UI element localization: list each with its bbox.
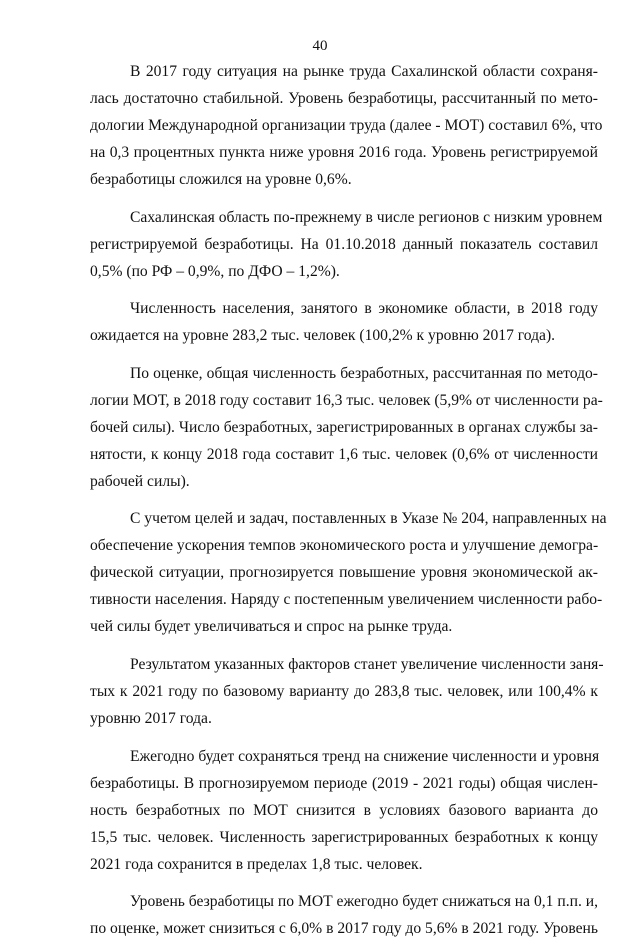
text-line: По оценке, общая численность безработных, рассчитанная по методо-	[130, 364, 598, 382]
text-line: тых к 2021 году по базовому варианту до 283,8 тыс. человек, или 100,4% к	[90, 682, 598, 700]
text-line: нятости, к концу 2018 года составит 1,6 тыс. человек (0,6% от численности	[90, 445, 598, 463]
text-line: безработицы сложился на уровне 0,6%.	[90, 171, 352, 188]
text-line: логии МОТ, в 2018 году составит 16,3 тыс. человек (5,9% от численности ра-	[90, 391, 603, 409]
paragraph	[90, 743, 598, 878]
text-line: Результатом указанных факторов станет увеличение численности заня-	[130, 655, 604, 673]
text-line: В 2017 году ситуация на рынке труда Сахалинской области сохраня-	[130, 63, 598, 80]
text-line: ность безработных по МОТ снизится в условиях базового варианта до	[90, 801, 598, 819]
paragraph	[90, 505, 607, 640]
text-line: уровню 2017 года.	[90, 709, 212, 727]
text-line: ожидается на уровне 283,2 тыс. человек (100,2% к уровню 2017 года).	[90, 327, 556, 345]
text-line: 0,5% (по РФ – 0,9%, по ДФО – 1,2%).	[90, 262, 340, 280]
paragraph	[90, 651, 604, 732]
text-line: бочей силы). Число безработных, зарегистрированных в органах службы за-	[90, 418, 598, 436]
text-line: на 0,3 процентных пункта ниже уровня 2016 года. Уровень регистрируемой	[90, 144, 598, 161]
text-line: обеспечение ускорения темпов экономического роста и улучшение демогра-	[90, 537, 599, 555]
text-line: лась достаточно стабильной. Уровень безработицы, рассчитанный по мето-	[90, 90, 598, 107]
paragraph	[90, 204, 603, 285]
text-line: 2021 года сохранится в пределах 1,8 тыс. человек.	[90, 855, 423, 873]
text-line: чей силы будет увеличиваться и спрос на рынке труда.	[90, 618, 453, 636]
text-line: С учетом целей и задач, поставленных в Указе № 204, направленных на	[130, 510, 607, 528]
text-line: Сахалинская область по-прежнему в числе регионов с низким уровнем	[130, 208, 603, 226]
paragraph	[90, 360, 603, 495]
text-line: дологии Международной организации труда (далее - МОТ) составил 6%, что	[90, 117, 603, 134]
text-line: Ежегодно будет сохраняться тренд на снижение численности и уровня	[130, 747, 600, 765]
document-body	[90, 58, 607, 942]
text-line: Численность населения, занятого в экономике области, в 2018 году	[130, 300, 598, 318]
text-line: по оценке, может снизиться с 6,0% в 2017 году до 5,6% в 2021 году. Уровень	[90, 920, 598, 938]
text-line: 15,5 тыс. человек. Численность зарегистрированных безработных к концу	[90, 828, 598, 846]
paragraph	[90, 888, 598, 942]
text-line: тивности населения. Наряду с постепенным увеличением численности рабо-	[90, 591, 603, 609]
text-line: Уровень безработицы по МОТ ежегодно будет снижаться на 0,1 п.п. и,	[130, 893, 598, 911]
paragraph	[90, 295, 598, 349]
page-number: 40	[312, 38, 328, 54]
text-line: безработицы. В прогнозируемом периоде (2019 - 2021 годы) общая числен-	[90, 774, 598, 792]
text-line: регистрируемой безработицы. На 01.10.2018 данный показатель составил	[90, 235, 598, 253]
text-line: фической ситуации, прогнозируется повышение уровня экономической ак-	[90, 564, 598, 582]
paragraph	[90, 58, 603, 193]
text-line: рабочей силы).	[90, 472, 190, 490]
